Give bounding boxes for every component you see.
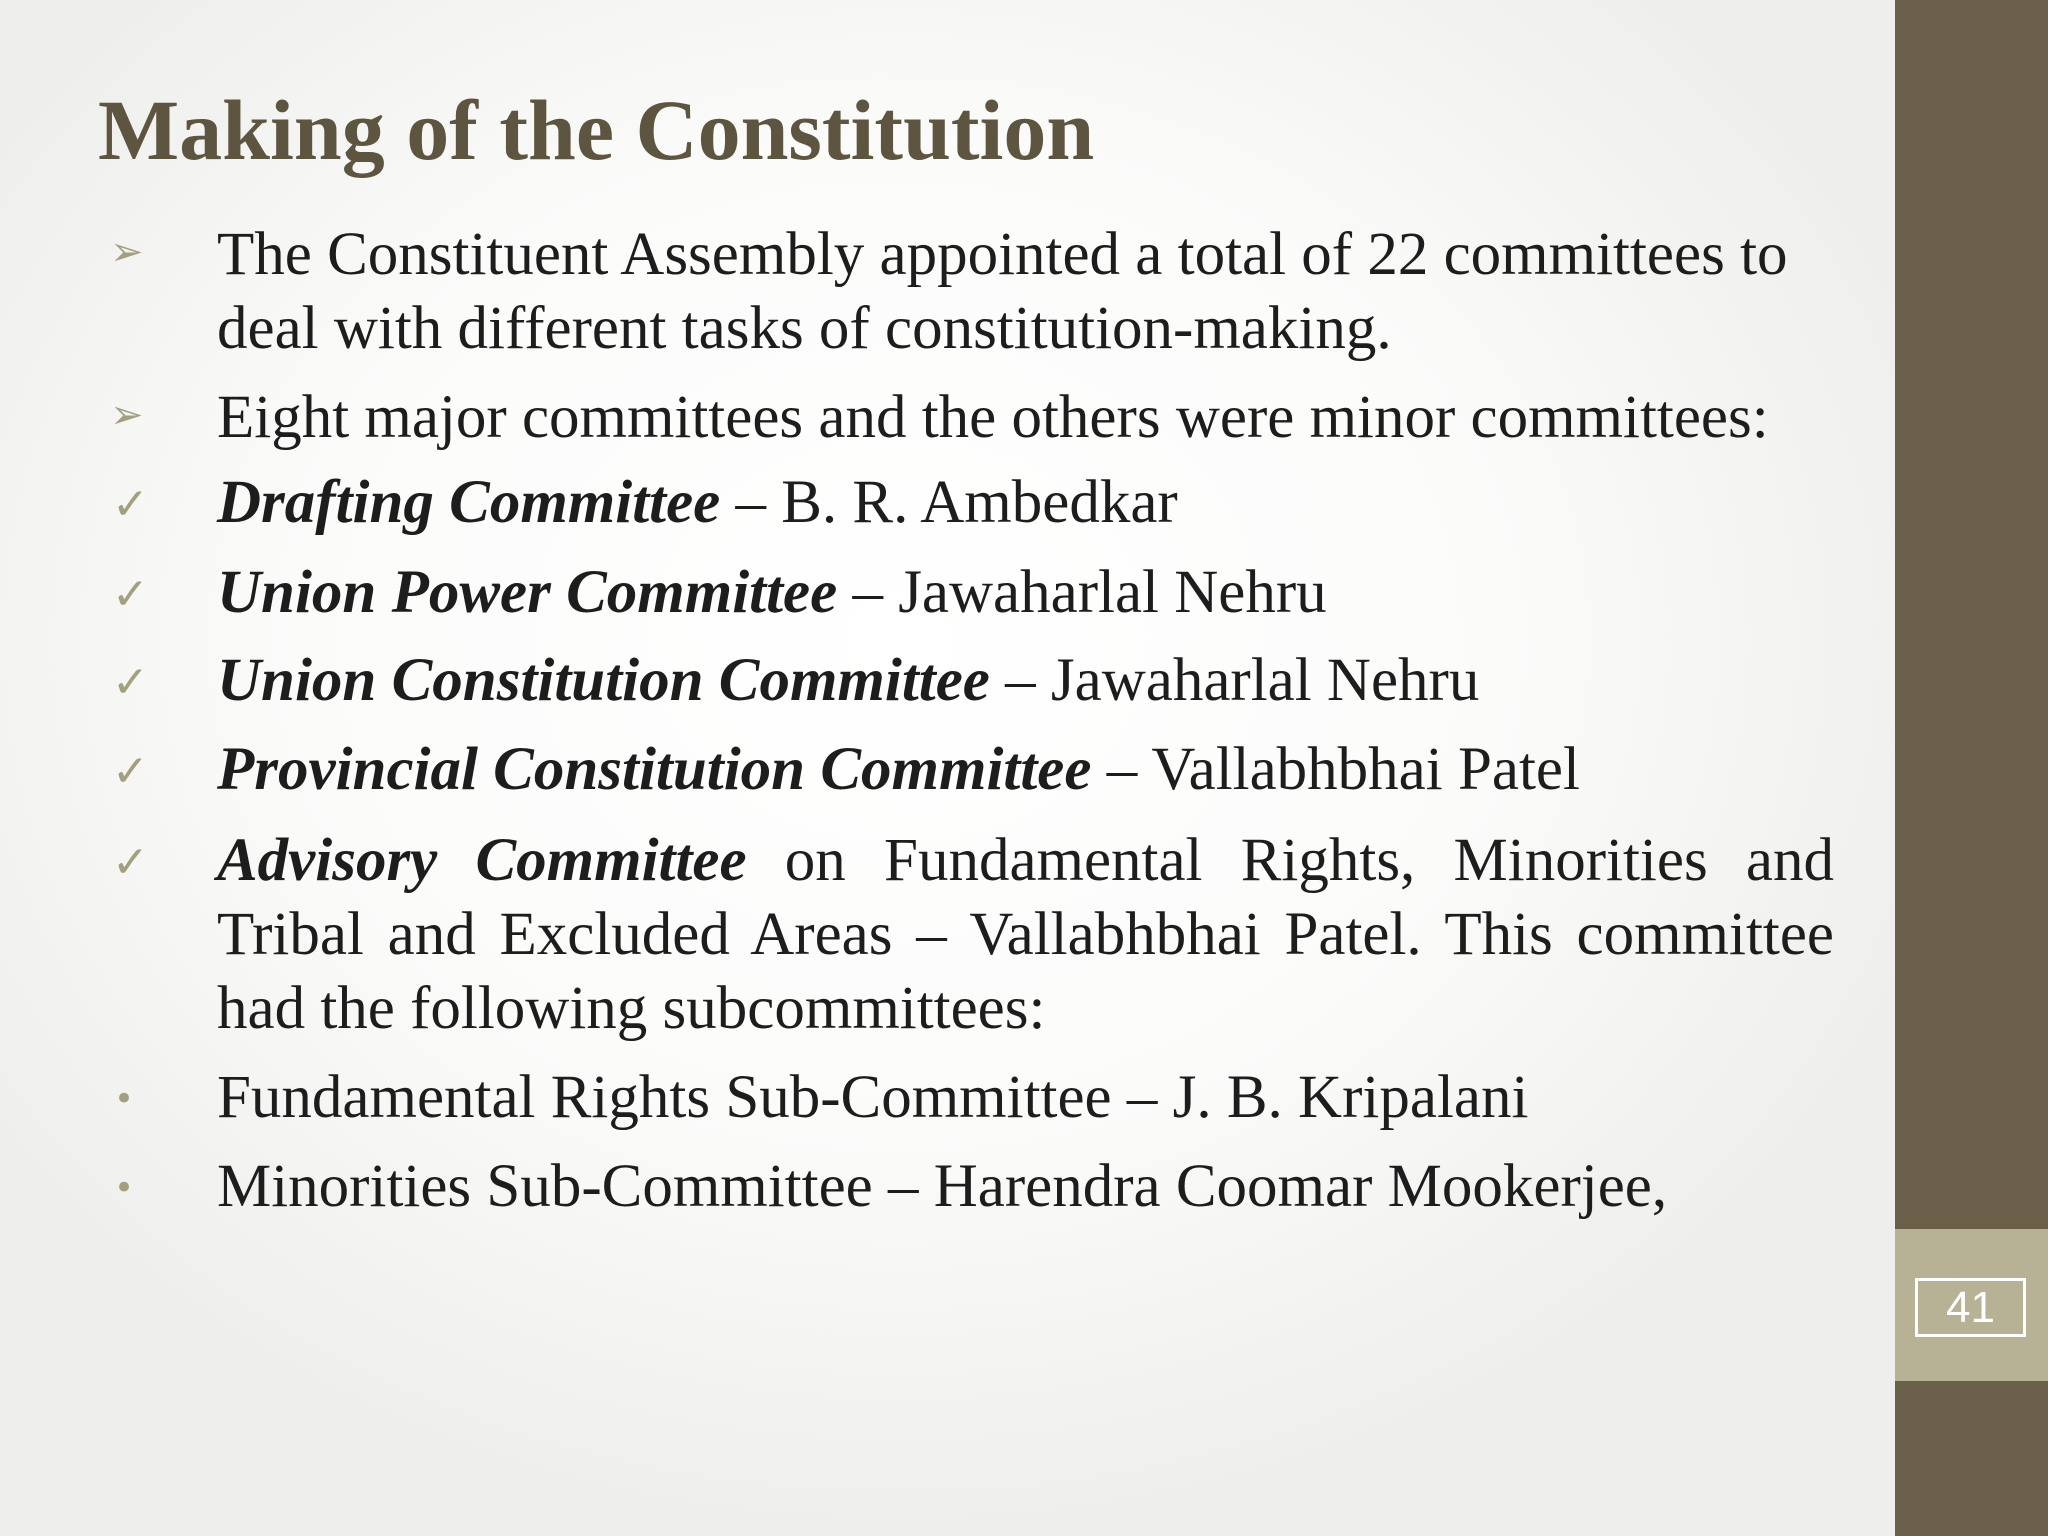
check-bullet-icon: ✓ [112,569,149,620]
committee-name: Advisory Committee [217,827,747,894]
check-bullet-icon: ✓ [112,746,149,797]
committee-description: on Fundamental Rights, Minorities and Tribal and Excluded Areas – Vallabhbhai Patel. This committee had the following subcommittees: [217,827,1834,1042]
check-bullet-icon: ✓ [112,479,149,530]
page-number: 41 [1915,1278,2026,1337]
item-text [217,466,1834,540]
item-text: The Constituent Assembly appointed a total of 22 committees to deal with different tasks of constitution-making. [217,221,1788,362]
committee-name: Union Power Committee [217,559,838,626]
item-text: Eight major committees and the others were minor committees: [217,384,1769,451]
committee-chair: – Jawaharlal Nehru [989,647,1480,714]
committee-chair: – Vallabhbhai Patel [1091,736,1580,803]
arrow-bullet-icon: ➢ [110,392,144,438]
page-number-band [1895,1229,2048,1381]
committee-name: Union Constitution Committee [217,647,990,714]
arrow-bullet-icon: ➢ [110,229,144,275]
dot-bullet-icon: • [114,1168,135,1208]
committee-chair: – B. R. Ambedkar [720,469,1178,536]
slide-title: Making of the Constitution [98,82,1095,178]
committee-chair: – Jawaharlal Nehru [837,559,1327,626]
committee-name: Provincial Constitution Committee [217,736,1092,803]
sidebar-bar [1895,0,2048,1536]
item-text [217,644,1834,718]
check-bullet-icon: ✓ [112,837,149,888]
item-text: Minorities Sub-Committee – Harendra Coomar Mookerjee, [217,1153,1668,1220]
item-text [217,824,1834,1046]
item-text [217,556,1834,630]
item-text [217,733,1834,807]
dot-bullet-icon: • [114,1079,135,1119]
committee-name: Drafting Committee [217,469,721,536]
check-bullet-icon: ✓ [112,657,149,708]
item-text: Fundamental Rights Sub-Committee – J. B. Kripalani [217,1064,1529,1131]
